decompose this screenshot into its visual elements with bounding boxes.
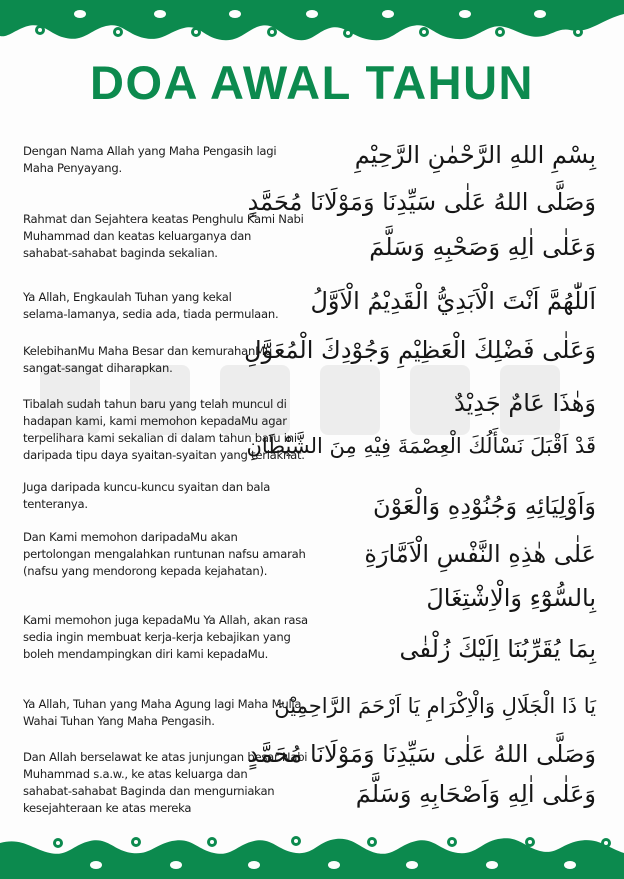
arabic-line: وَعَلٰى اٰلِهِ وَاَصْحَابِهِ وَسَلَّمَ — [355, 780, 596, 808]
arabic-verse — [247, 180, 596, 270]
translation-line: sahabat-sahabat Baginda dan mengurniakan — [23, 784, 275, 798]
translation-line: Juga daripada kuncu-kuncu syaitan dan bala — [23, 480, 271, 494]
translation-block — [23, 612, 323, 663]
translation-line: Muhammad dan keatas keluarganya dan — [23, 229, 252, 243]
arabic-line: وَهٰذَا عَامٌ جَدِيْدٌ — [454, 389, 596, 417]
arabic-line: وَصَلَّى اللهُ عَلٰى سَيِّدِنَا وَمَوْلَانَا مُحَمَّدٍ — [247, 188, 596, 216]
arabic-verse — [247, 731, 596, 811]
page-title: DOA AWAL TAHUN — [90, 56, 534, 109]
translation-line: Tibalah sudah tahun baru yang telah muncul di — [23, 397, 287, 411]
translation-line: daripada tipu daya syaitan-syaitan yang terlaknat. — [23, 448, 305, 462]
arabic-verse — [246, 383, 596, 463]
translation-block — [23, 289, 323, 323]
arabic-verse — [296, 138, 596, 172]
arabic-line: قَدْ اَقْبَلَ نَسْأَلُكَ الْعِصْمَةَ فِيْهِ مِنَ الشَّيْطَانِ — [246, 434, 596, 458]
translation-line: Kami memohon juga kepadaMu Ya Allah, akan rasa — [23, 613, 308, 627]
arabic-line: بِالسُّوْٓءِ وَالْاِشْتِغَالَ — [426, 584, 596, 612]
translation-line: boleh mendampingkan diri kami kepadaMu. — [23, 647, 269, 661]
translation-line: tenteranya. — [23, 497, 88, 511]
floral-ornament-icon — [0, 833, 624, 879]
floral-ornament-icon — [0, 0, 624, 42]
arabic-line: عَلٰى هٰذِهِ النَّفْسِ الْاَمَّارَةِ — [364, 540, 596, 568]
translation-line: Ya Allah, Engkaulah Tuhan yang kekal — [23, 290, 232, 304]
arabic-line: وَعَلٰى اٰلِهِ وَصَحْبِهِ وَسَلَّمَ — [369, 233, 596, 261]
arabic-verse — [296, 489, 596, 523]
translation-line: Rahmat dan Sejahtera keatas Penghulu Kami Nabi — [23, 212, 304, 226]
translation-line: Wahai Tuhan Yang Maha Pengasih. — [23, 714, 215, 728]
translation-line: Ya Allah, Tuhan yang Maha Agung lagi Maha Mulia, — [23, 697, 305, 711]
arabic-line: وَعَلٰى فَضْلِكَ الْعَظِيْمِ وَجُوْدِكَ الْمُعَوَّلِ — [244, 336, 596, 364]
translation-line: Maha Penyayang. — [23, 161, 122, 175]
translation-line: Dengan Nama Allah yang Maha Pengasih lagi — [23, 144, 277, 158]
translation-block — [23, 479, 323, 513]
translation-line: hadapan kami, kami memohon kepadaMu agar — [23, 414, 287, 428]
arabic-line: وَاَوْلِيَائِهِ وَجُنُوْدِهِ وَالْعَوْنَ — [372, 492, 596, 520]
arabic-verse — [296, 534, 596, 615]
arabic-line: اَللّٰهُمَّ اَنْتَ الْاَبَدِيُّ الْقَدِيْمُ الْاَوَّلُ — [310, 287, 596, 315]
translation-line: kesejahteraan ke atas mereka — [23, 801, 192, 815]
bottom-floral-border — [0, 833, 624, 879]
translation-line: sahabat-sahabat baginda sekalian. — [23, 246, 218, 260]
arabic-line: بِسْمِ اللهِ الرَّحْمٰنِ الرَّحِيْمِ — [354, 141, 596, 169]
translation-line: sedia ingin membuat kerja-kerja kebajikan yang — [23, 630, 291, 644]
translation-line: KelebihanMu Maha Besar dan kemurahanMu — [23, 344, 272, 358]
arabic-line: وَصَلَّى اللهُ عَلٰى سَيِّدِنَا وَمَوْلَانَا مُحَمَّدٍ — [247, 740, 596, 768]
translation-line: terpelihara kami sekalian di dalam tahun baru ini — [23, 431, 297, 445]
arabic-verse — [296, 284, 596, 318]
arabic-verse — [296, 632, 596, 666]
arabic-verse — [274, 689, 596, 723]
translation-line: Dan Kami memohon daripadaMu akan — [23, 530, 238, 544]
translation-line: Dan Allah berselawat ke atas junjungan besar Nabi — [23, 750, 308, 764]
translation-line: sangat-sangat diharapkan. — [23, 361, 173, 375]
top-floral-border — [0, 0, 624, 42]
arabic-line: يَا ذَا الْجَلَالِ وَالْاِكْرَامِ يَا اَرْحَمَ الرَّاحِمِيْنَ — [274, 694, 596, 718]
translation-line: (nafsu yang mendorong kepada kejahatan). — [23, 564, 268, 578]
translation-block — [23, 143, 323, 177]
arabic-verse — [244, 333, 596, 367]
arabic-line: بِمَا يُقَرِّبُنَا اِلَيْكَ زُلْفٰى — [399, 635, 596, 663]
translation-line: Muhammad s.a.w., ke atas keluarga dan — [23, 767, 248, 781]
translation-line: pertolongan mengalahkan runtunan nafsu amarah — [23, 547, 306, 561]
translation-line: selama-lamanya, sedia ada, tiada permulaan. — [23, 307, 279, 321]
translation-block — [23, 529, 323, 580]
